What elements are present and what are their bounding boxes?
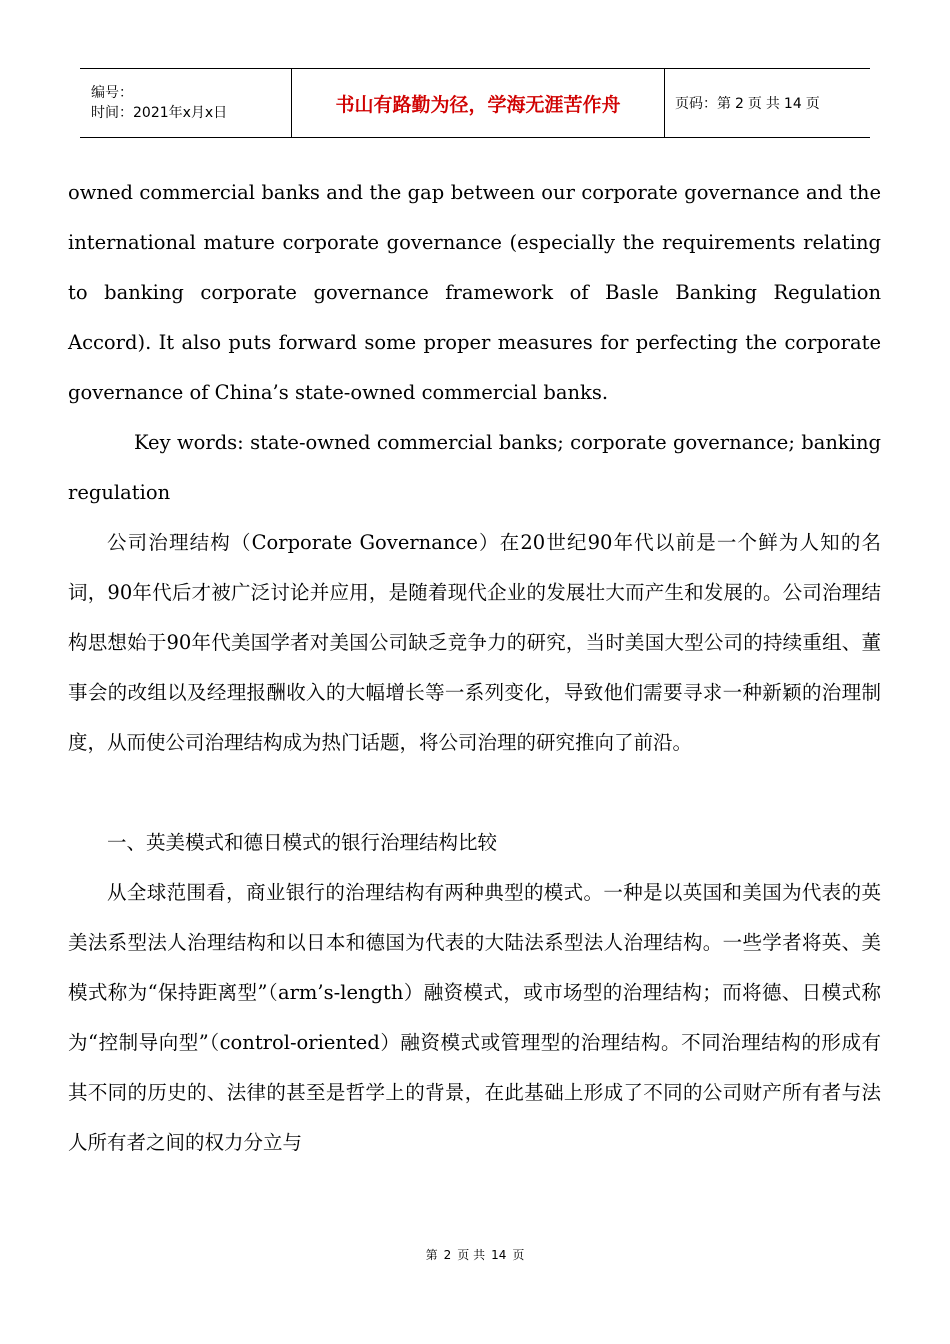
document-body <box>68 168 881 1168</box>
footer-total-pages: 14 <box>491 1248 507 1262</box>
page-footer <box>0 1246 950 1263</box>
intro-paragraph: 公司治理结构（Corporate Governance）在20世纪90年代以前是一个鲜为人知的名词，90年代后才被广泛讨论并应用，是随着现代企业的发展壮大而产生和发展的。公司治理结构思想始于90年代美国学者对美国公司缺乏竞争力的研究，当时美国大型公司的持续重组、董事会的改组以及经理报酬收入的大幅增长等一系列变化，导致他们需要寻求一种新颖的治理制度，从而使公司治理结构成为热门话题，将公司治理的研究推向了前沿。 <box>68 531 881 754</box>
section-paragraph: 从全球范围看，商业银行的治理结构有两种典型的模式。一种是以英国和美国为代表的英美法系型法人治理结构和以日本和德国为代表的大陆法系型法人治理结构。一些学者将英、美模式称为“保持距离型”（arm’s-length）融资模式，或市场型的治理结构；而将德、日模式称为“控制导向型”（control-oriented）融资模式或管理型的治理结构。不同治理结构的形成有其不同的历史的、法律的甚至是哲学上的背景，在此基础上形成了不同的公司财产所有者与法人所有者之间的权力分立与 <box>68 881 881 1154</box>
document-time: 时间：2021年x月x日 <box>91 105 228 121</box>
abstract-tail-paragraph: owned commercial banks and the gap between our corporate governance and the international mature corporate governance (especially the requirements relating to banking corporate governance framework of Basle Banking Regulation Accord). It also puts forward some proper measures for perfecting the corporate governance of China’s state-owned commercial banks. <box>68 181 881 404</box>
keywords-paragraph: Key words: state-owned commercial banks; corporate governance; banking regulation <box>68 431 881 504</box>
footer-prefix: 第 <box>425 1248 438 1262</box>
section-heading: 一、英美模式和德日模式的银行治理结构比较 <box>107 831 498 854</box>
header-page-counter <box>675 93 824 113</box>
footer-mid: 页 共 <box>457 1248 486 1262</box>
header-page-total-unit: 页 <box>805 96 820 112</box>
page-header <box>80 68 870 138</box>
header-page-total: 14 <box>783 96 802 112</box>
header-motto-cell <box>292 69 665 137</box>
footer-suffix: 页 <box>512 1248 525 1262</box>
header-meta <box>80 69 292 137</box>
header-motto: 书山有路勤为径，学海无涯苦作舟 <box>335 93 621 116</box>
header-page-label: 页码：第 <box>675 96 731 112</box>
header-page-info <box>665 69 824 137</box>
footer-current-page: 2 <box>443 1248 452 1262</box>
header-page-unit: 页 <box>747 96 762 112</box>
header-page-total-label: 共 <box>765 96 780 112</box>
document-number-label: 编号： <box>91 85 133 101</box>
header-page-current: 2 <box>735 96 744 112</box>
